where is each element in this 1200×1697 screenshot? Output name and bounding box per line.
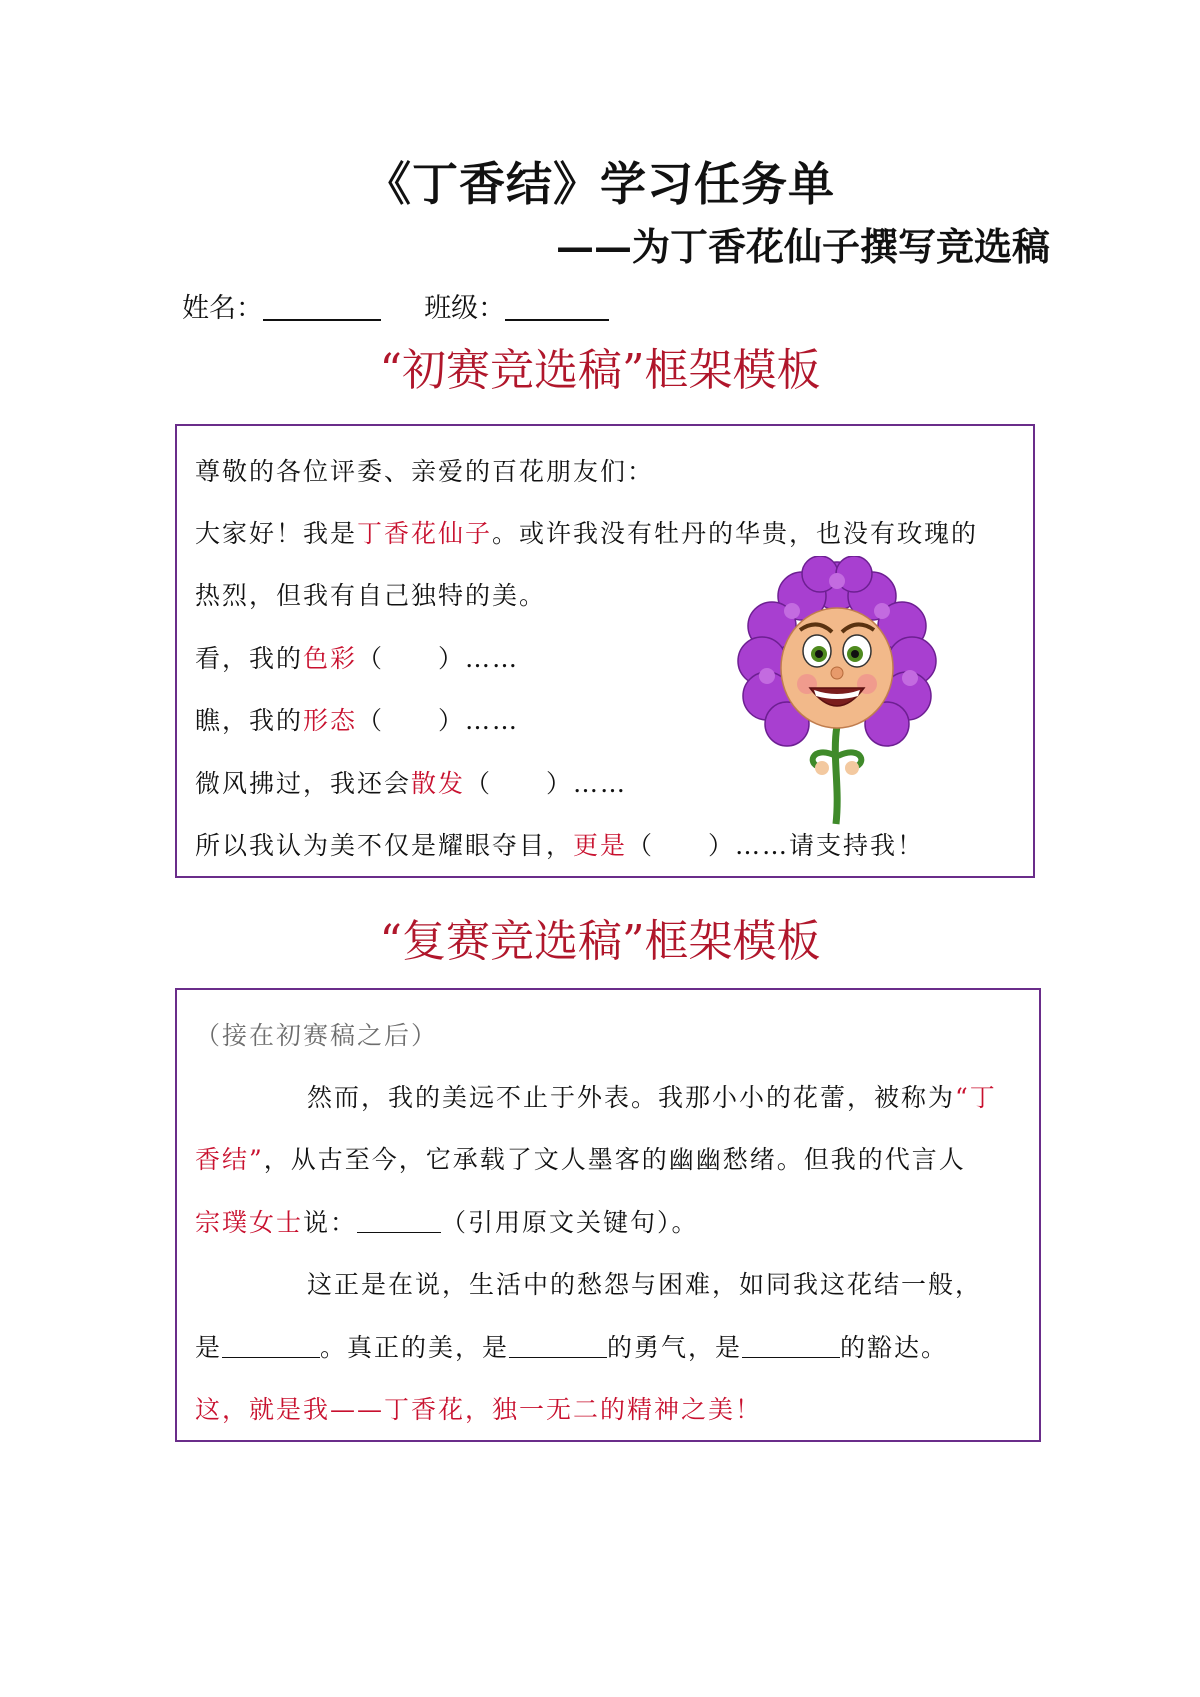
paragraph-line-5: 是 。真正的美，是 的勇气，是 的豁达。 <box>195 1333 949 1362</box>
quote-blank[interactable] <box>357 1206 441 1233</box>
section1-title: “初赛竞选稿”框架模板 <box>379 345 821 396</box>
semifinal-template-box <box>175 988 1041 1442</box>
scent-line: 微风拂过，我还会散发（ ）…… <box>195 769 628 798</box>
paragraph-line-2: 香结”，从古至今，它承载了文人墨客的幽幽愁绪。但我的代言人 <box>195 1145 966 1174</box>
paragraph-line-4: 这正是在说，生活中的愁怨与困难，如同我这花结一般， <box>307 1270 983 1299</box>
conclusion-line: 所以我认为美不仅是耀眼夺目，更是（ ）……请支持我！ <box>195 831 925 860</box>
intro-line-2: 热烈，但我有自己独特的美。 <box>195 581 547 610</box>
answer-blank-2[interactable] <box>509 1331 607 1358</box>
page-subtitle: ——为丁香花仙子撰写竞选稿 <box>556 224 1051 269</box>
page-title: 《丁香结》学习任务单 <box>365 157 835 211</box>
preliminary-template-box <box>175 424 1035 878</box>
greeting-line: 尊敬的各位评委、亲爱的百花朋友们： <box>195 457 655 486</box>
color-line: 看，我的色彩（ ）…… <box>195 644 520 673</box>
fairy-name: 丁香花仙子 <box>357 519 493 548</box>
closing-line: 这，就是我——丁香花，独一无二的精神之美！ <box>195 1395 763 1424</box>
class-label: 班级： <box>424 293 506 324</box>
answer-blank-1[interactable] <box>222 1331 320 1358</box>
section2-title: “复赛竞选稿”框架模板 <box>379 916 821 967</box>
intro-line: 大家好！我是丁香花仙子。或许我没有牡丹的华贵，也没有玫瑰的 <box>195 519 979 548</box>
shape-line: 瞧，我的形态（ ）…… <box>195 706 520 735</box>
paragraph-line-1: 然而，我的美远不止于外表。我那小小的花蕾，被称为“丁 <box>307 1083 997 1112</box>
note-line: （接在初赛稿之后） <box>195 1021 439 1050</box>
spokesperson-name: 宗璞女士 <box>195 1208 304 1237</box>
name-field[interactable] <box>263 291 381 321</box>
class-field[interactable] <box>505 291 609 321</box>
name-label: 姓名： <box>182 293 263 324</box>
paragraph-line-3: 宗璞女士说： （引用原文关键句）。 <box>195 1208 699 1237</box>
answer-blank-3[interactable] <box>742 1331 840 1358</box>
student-info-line <box>182 286 609 325</box>
lilac-fairy-illustration <box>732 556 942 826</box>
